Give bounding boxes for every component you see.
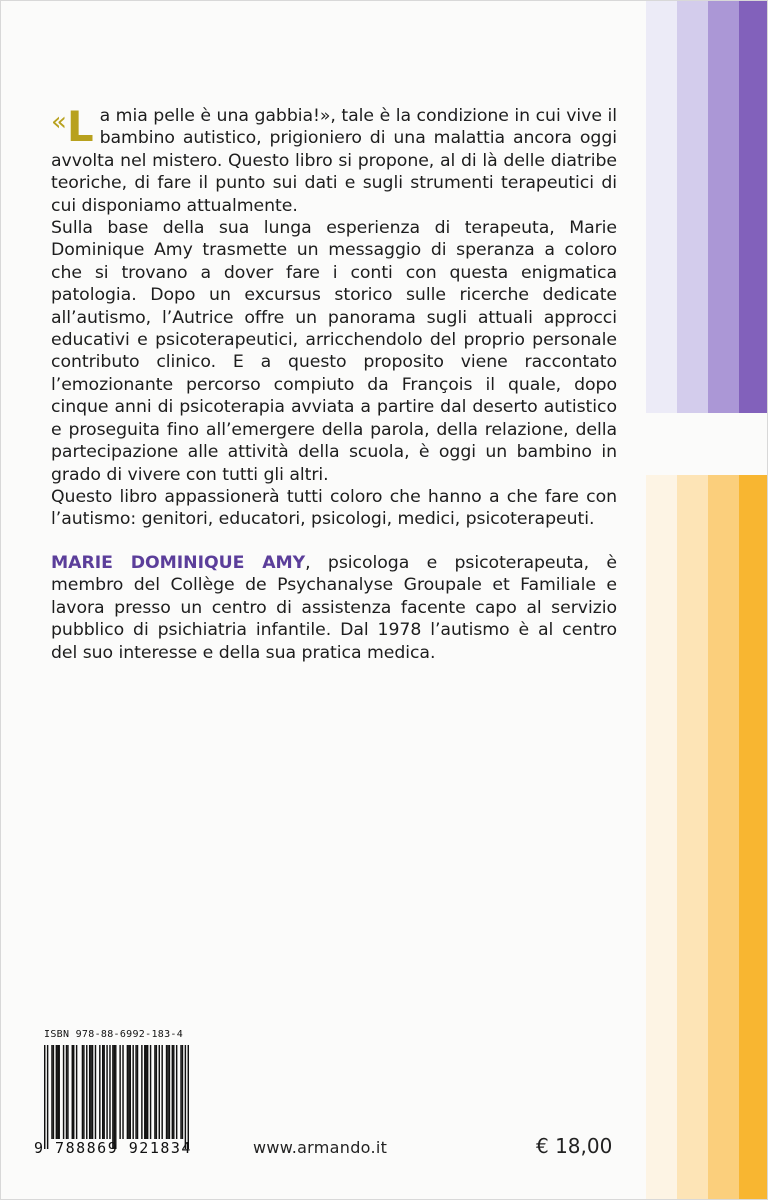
barcode-bar (67, 1045, 68, 1139)
barcode-bar (72, 1045, 73, 1139)
barcode-bar (106, 1045, 107, 1139)
barcode-bar (161, 1045, 162, 1139)
barcode-bar (66, 1045, 67, 1139)
drop-cap (51, 102, 94, 151)
barcode-bar (169, 1045, 170, 1139)
book-blurb (51, 102, 617, 531)
barcode-bar (122, 1045, 123, 1139)
barcode-bar (137, 1045, 138, 1139)
barcode-bar (144, 1045, 145, 1139)
barcode-bar (89, 1045, 90, 1139)
barcode-bar (112, 1045, 113, 1149)
drop-cap-quote: « (51, 107, 67, 137)
barcode-bar (146, 1045, 147, 1139)
barcode-bar (119, 1045, 120, 1139)
barcode-bar (99, 1045, 100, 1139)
barcode-bar (167, 1045, 168, 1139)
barcode-bar (147, 1045, 148, 1139)
author-bio (51, 552, 617, 664)
blurb-paragraph-1-text: a mia pelle è una gabbia!», tale è la condizione in cui vive il bambino autistico, prigioniero di una malattia ancora oggi avvolta nel mistero. Questo libro si propone, al di là delle diatribe teoriche, di fare il punto sui dati e sugli strumenti terapeutici di cui disponiamo attualmente. (51, 106, 617, 216)
yellow-stripe-1 (646, 475, 677, 1200)
barcode-bar (141, 1045, 142, 1139)
barcode-bar (182, 1045, 183, 1139)
author-bio-paragraph (51, 552, 617, 664)
barcode-bar (44, 1045, 45, 1149)
blurb-paragraph-2: Sulla base della sua lunga esperienza di terapeuta, Marie Dominique Amy trasmette un messaggio di speranza a coloro che si trovano a dover fare i conti con questa enigmatica patologia. Dopo un excursus storico sulle ricerche dedicate all’autismo, l’Autrice offre un panorama sugli attuali approcci educativi e psicoterapeutici, arricchendolo del proprio personale contributo clinico. E a questo proposito viene raccontato l’emozionante percorso compiuto da François il quale, dopo cinque anni di psicoterapia avviata a partire dal deserto autistico e proseguita fino all’emergere della parola, della relazione, della partecipazione alle attività della scuola, è oggi un bambino in grado di vivere con tutti gli altri. (51, 218, 617, 485)
barcode-bar (172, 1045, 173, 1139)
barcode-bar (159, 1045, 160, 1139)
barcode-bar (92, 1045, 93, 1139)
barcode-bar (47, 1045, 48, 1149)
barcode-bar (128, 1045, 129, 1139)
barcode-bar (63, 1045, 64, 1139)
barcode-bar (166, 1045, 167, 1139)
yellow-stripe-band (646, 1, 768, 1200)
barcode-bar (95, 1045, 96, 1139)
author-name: MARIE DOMINIQUE AMY (51, 553, 306, 573)
blurb-paragraph-1 (51, 102, 617, 217)
author-bio-text: , psicologa e psicoterapeuta, è membro del Collège de Psychanalyse Groupale et Familiale e lavora presso un centro di assistenza facente capo al servizio pubblico di psichiatria infantile. Dal 1978 l’autismo è al centro del suo interesse e della sua pratica medica. (51, 553, 617, 663)
barcode-bar (114, 1045, 115, 1149)
publisher-url: www.armando.it (253, 1138, 388, 1157)
yellow-stripe-3 (708, 475, 739, 1200)
barcode-bar (150, 1045, 151, 1139)
barcode-bar (109, 1045, 110, 1139)
barcode-bar (154, 1045, 155, 1139)
barcode-bar (176, 1045, 177, 1139)
drop-cap-letter: L (66, 102, 94, 151)
isbn-label: ISBN 978-88-6992-183-4 (44, 1029, 184, 1040)
barcode-bar (173, 1045, 174, 1139)
yellow-stripe-2 (677, 475, 708, 1200)
blurb-paragraph-3: Questo libro appassionerà tutti coloro che hanno a che fare con l’autismo: genitori, educatori, psicologi, medici, psicoterapeuti. (51, 486, 617, 530)
barcode-bar (86, 1045, 87, 1139)
barcode-bar (135, 1045, 136, 1139)
barcode-bar (73, 1045, 74, 1139)
barcode-bar (57, 1045, 58, 1139)
barcode-bar (53, 1045, 54, 1139)
barcode-bar (103, 1045, 104, 1139)
yellow-stripe-4 (739, 475, 768, 1200)
barcode-bar (132, 1045, 133, 1139)
barcode-bar (115, 1045, 116, 1149)
barcode-bar (51, 1045, 52, 1139)
barcode-bar (188, 1045, 189, 1149)
barcode-bar (130, 1045, 131, 1139)
barcode-bar (82, 1045, 83, 1139)
barcode-bar (180, 1045, 181, 1139)
barcode-bar (76, 1045, 77, 1139)
barcode-bar (185, 1045, 186, 1149)
barcode-bar (102, 1045, 103, 1139)
ean-digits: 9 788869 921834 (34, 1139, 192, 1157)
price: € 18,00 (536, 1134, 613, 1158)
barcode-bar (56, 1045, 57, 1139)
barcode-bar (156, 1045, 157, 1139)
barcode-bar (83, 1045, 84, 1139)
barcode-bar (90, 1045, 91, 1139)
barcode-bar (59, 1045, 60, 1139)
barcode-bar (127, 1045, 128, 1139)
